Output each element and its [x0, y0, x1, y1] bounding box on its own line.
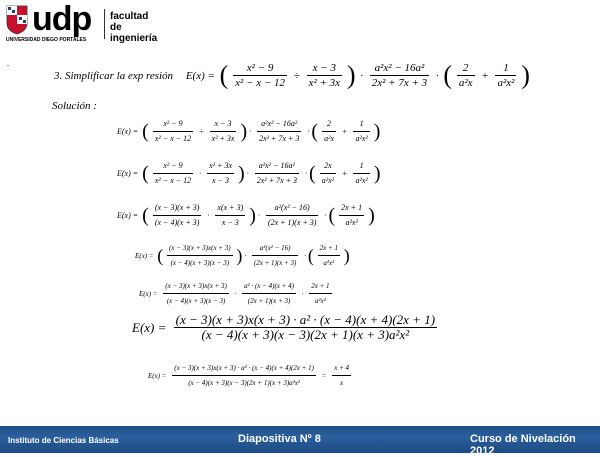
step-7: E(x) = $\frac{\text{(x − 3)(x + 3)x(x + 3) · a² · (x − 4)(x + 4)(2x + 1)}}{\text{(x − 4)(x + 3)(x − 3)(2x + 1)(x + 3)a²x²}}$ = $\frac{x + 4}{x}$ [148, 364, 350, 387]
solution-label: Solución : [52, 100, 97, 112]
step-lhs: E(x) = [139, 289, 158, 298]
brand-wordmark: udp [32, 0, 92, 38]
step-lhs: E(x) = [132, 319, 167, 335]
footer-slide-number: Diapositiva Nº 8 [238, 433, 321, 445]
fraction: $\frac{2}{\text{a²x}}$ [458, 62, 473, 89]
footer-institute: Instituto de Ciencias Básicas [8, 436, 119, 445]
faculty-line-1: facultad de [110, 11, 149, 33]
faculty-name [110, 11, 157, 44]
step-6: E(x) = $\frac{\text{(x − 3)(x + 3)x(x + 3) · a² · (x − 4)(x + 4)(2x + 1)}}{\text{(x − 4)(x + 3)(x − 3)(2x + 1)(x + 3)a²x²}}$ [132, 312, 436, 342]
bullet-marker: . [7, 59, 9, 68]
faculty-line-2: ingeniería [110, 33, 158, 44]
step-2: E(x) = ( $\frac{\text{x² − 9}}{\text{x² − x − 12}}$ · $\frac{\text{x² + 3x}}{x - 3}$ ) · $\frac{\text{a²x² − 16a²}}{\text{2x² + 7x + 3}}$ · ( $\frac{2x}{\text{a²x²}}$ + $\frac{1}{\text{a²x²}}$ ) [117, 161, 381, 185]
step-lhs: E(x) = [117, 210, 139, 220]
problem-label: 3. Simplificar la exp resión [54, 69, 174, 82]
step-lhs: E(x) = [117, 168, 139, 178]
fraction: $\frac{\text{x² − 9}}{\text{x² − x − 12}}$ [235, 62, 286, 89]
university-crest-icon [6, 5, 28, 35]
step-1: E(x) = ( $\frac{\text{x² − 9}}{\text{x² − x − 12}}$ ÷ $\frac{x - 3}{\text{x² + 3x}}$ ) · $\frac{\text{a²x² − 16a²}}{\text{2x² + 7x + 3}}$ · ( $\frac{2}{\text{a²x}}$ + $\frac{1}{\text{a²x²}}$ ) [117, 119, 381, 143]
fraction: $\frac{x - 3}{\text{x² + 3x}}$ [308, 62, 341, 89]
logo-divider [104, 9, 105, 39]
step-4: E(x) = ( $\frac{(x - 3)(x + 3)x(x + 3)}{(x - 4)(x + 3)(x - 3)}$ ) · $\frac{\text{a²(x² − 16)}}{(2x + 1)(x + 3)}$ · ( $\frac{2x + 1}{\text{a²x²}}$ ) [135, 244, 350, 267]
fraction: $\frac{1}{\text{a²x²}}$ [497, 62, 515, 89]
footer-course: Curso de Nivelación 2012 [470, 433, 576, 457]
paren-close: ) [346, 60, 356, 90]
paren-open: ( [219, 60, 229, 90]
step-lhs: E(x) = [117, 126, 139, 136]
step-lhs: E(x) = [148, 371, 167, 380]
problem-lhs: E(x) = [185, 69, 215, 82]
udp-logo [6, 0, 158, 47]
university-name: UNIVERSIDAD DIEGO PORTALES [6, 37, 87, 43]
fraction: $\frac{\text{a²x² − 16a²}}{\text{2x² + 7x + 3}}$ [371, 62, 428, 89]
problem-statement: 3. Simplificar la exp resión E(x) = ( $\frac{\text{x² − 9}}{\text{x² − x − 12}}$ ÷ $\frac{x - 3}{\text{x² + 3x}}$ ) · $\frac{\text{a²x² − 16a²}}{\text{2x² + 7x + 3}}$ · ( $\frac{2}{\text{a²x}}$ + $\frac{1}{\text{a²x²}}$ ) [54, 60, 530, 90]
step-3: E(x) = ( $\frac{(x - 3)(x + 3)}{(x - 4)(x + 3)}$ · $\frac{x(x + 3)}{x - 3}$ ) · $\frac{\text{a²(x² − 16)}}{(2x + 1)(x + 3)}$ · ( $\frac{2x + 1}{\text{a²x²}}$ ) [117, 203, 375, 227]
step-lhs: E(x) = [135, 251, 154, 260]
step-5: E(x) = $\frac{(x - 3)(x + 3)x(x + 3)}{(x - 4)(x + 3)(x - 3)}$ · $\frac{\text{a² · (x − 4)(x + 4)}}{(2x + 1)(x + 3)}$ · $\frac{2x + 1}{\text{a²x²}}$ [139, 282, 330, 305]
